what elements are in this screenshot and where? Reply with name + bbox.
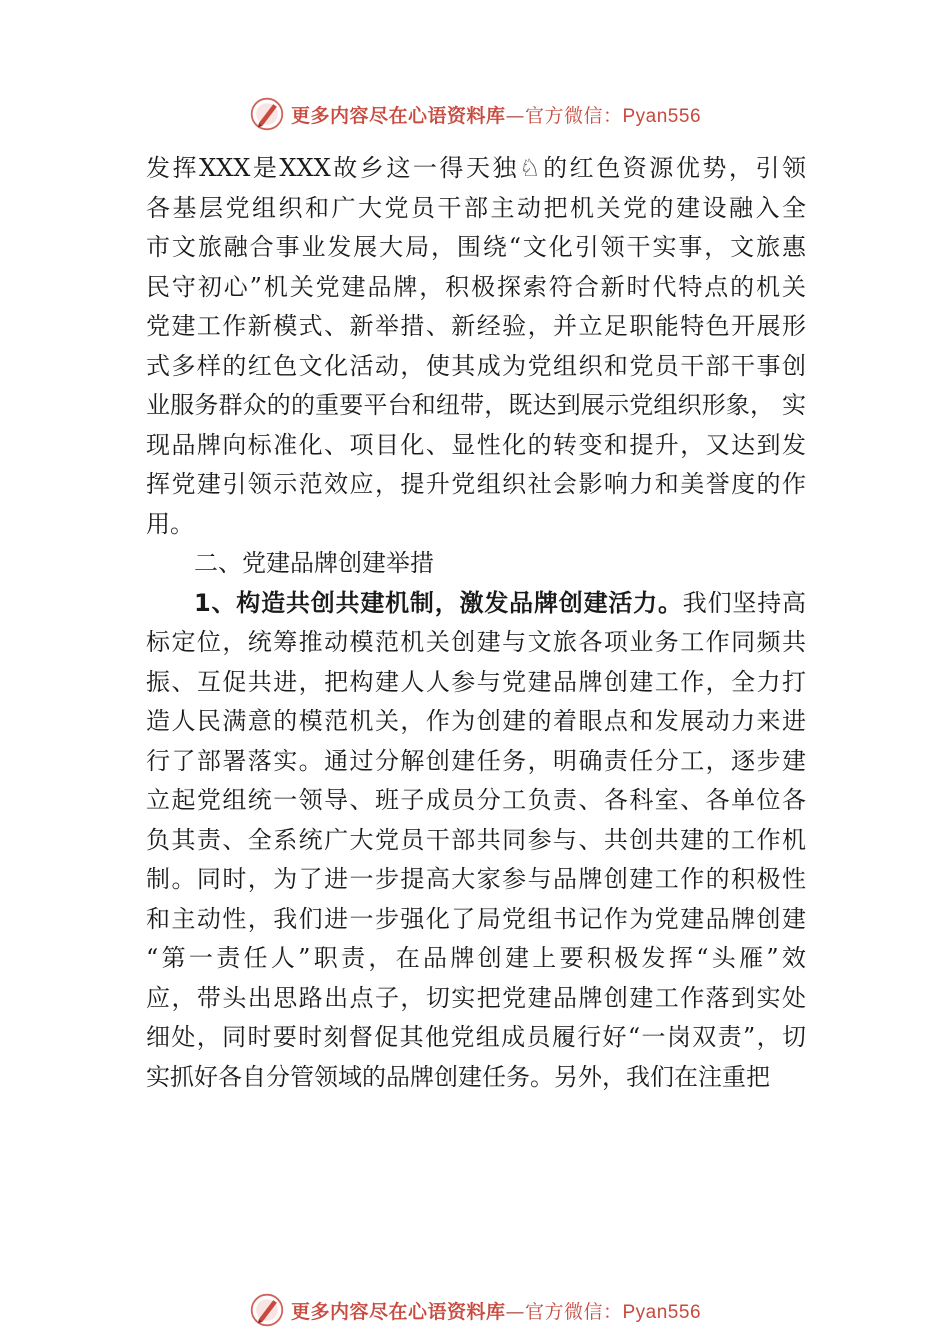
bold-lead: 1、构造共创共建机制，激发品牌创建活力。	[194, 588, 683, 617]
text-line: 民守初心”机关党建品牌，积极探索符合新时代特点的机关	[146, 272, 806, 301]
text-line: 标定位，统筹推动模范机关创建与文旅各项业务工作同频共	[146, 628, 806, 656]
text-line: 式多样的红色文化活动，使其成为党组织和党员干部干事创	[146, 351, 806, 380]
text-line: 立起党组统一领导、班子成员分工负责、各科室、各单位各	[146, 786, 806, 814]
banner-wechat-label: 官方微信：	[524, 1300, 623, 1323]
banner-text	[291, 101, 701, 128]
text-line: 负其责、全系统广大党员干部共同参与、共创共建的工作机	[146, 825, 806, 854]
text-line: 振、互促共进，把构建人人参与党建品牌创建工作，全力打	[146, 667, 806, 696]
header-banner	[0, 94, 950, 134]
text-line: 党建工作新模式、新举措、新经验，并立足职能特色开展形	[146, 312, 806, 340]
banner-text	[291, 1297, 701, 1324]
banner-brand: 更多内容尽在心语资料库	[290, 1300, 506, 1323]
banner-wechat-label: 官方微信：	[524, 104, 623, 127]
text-line: 发挥XXX是XXX故乡这一得天独♘的红色资源优势，引领	[146, 154, 806, 182]
pen-quill-logo-icon	[249, 96, 285, 132]
lead-rest: 我们坚持高	[682, 588, 806, 617]
text-line: 各基层党组织和广大党员干部主动把机关党的建设融入全	[146, 193, 806, 222]
text-line: 现品牌向标准化、项目化、显性化的转变和提升，又达到发	[146, 430, 806, 459]
banner-account: Pyan556	[622, 1301, 702, 1323]
text-line: 制。同时，为了进一步提高大家参与品牌创建工作的积极性	[146, 865, 806, 893]
text-line-lead	[146, 584, 806, 624]
text-line: 市文旅融合事业发展大局，围绕“文化引领干实事，文旅惠	[146, 233, 806, 261]
text-line: 挥党建引领示范效应，提升党组织社会影响力和美誉度的作	[146, 470, 806, 498]
paragraph-2	[146, 584, 806, 1098]
banner-account: Pyan556	[622, 105, 702, 127]
section-heading: 二、党建品牌创建举措	[194, 549, 434, 577]
text-line: 和主动性，我们进一步强化了局党组书记作为党建品牌创建	[146, 904, 806, 933]
banner-separator: —	[505, 104, 525, 127]
banner-separator: —	[505, 1300, 525, 1323]
text-line: 造人民满意的模范机关，作为创建的着眼点和发展动力来进	[146, 707, 806, 735]
pen-quill-logo-icon	[249, 1292, 285, 1328]
text-line: 用。	[146, 509, 194, 538]
text-line: 业服务群众的的重要平台和纽带，既达到展示党组织形象， 实	[146, 391, 806, 419]
text-line: “第一责任人”职责，在品牌创建上要积极发挥“头雁”效	[146, 944, 806, 972]
text-line: 实抓好各自分管领域的品牌创建任务。另外，我们在注重把	[146, 1062, 770, 1091]
paragraph-1	[146, 149, 806, 544]
banner-brand: 更多内容尽在心语资料库	[290, 104, 506, 127]
text-line: 行了部署落实。通过分解创建任务，明确责任分工，逐步建	[146, 746, 806, 775]
text-line: 细处，同时要时刻督促其他党组成员履行好“一岗双责”，切	[146, 1023, 806, 1051]
text-line: 应，带头出思路出点子，切实把党建品牌创建工作落到实处	[146, 983, 806, 1012]
footer-banner	[0, 1290, 950, 1330]
document-body	[146, 149, 806, 1097]
